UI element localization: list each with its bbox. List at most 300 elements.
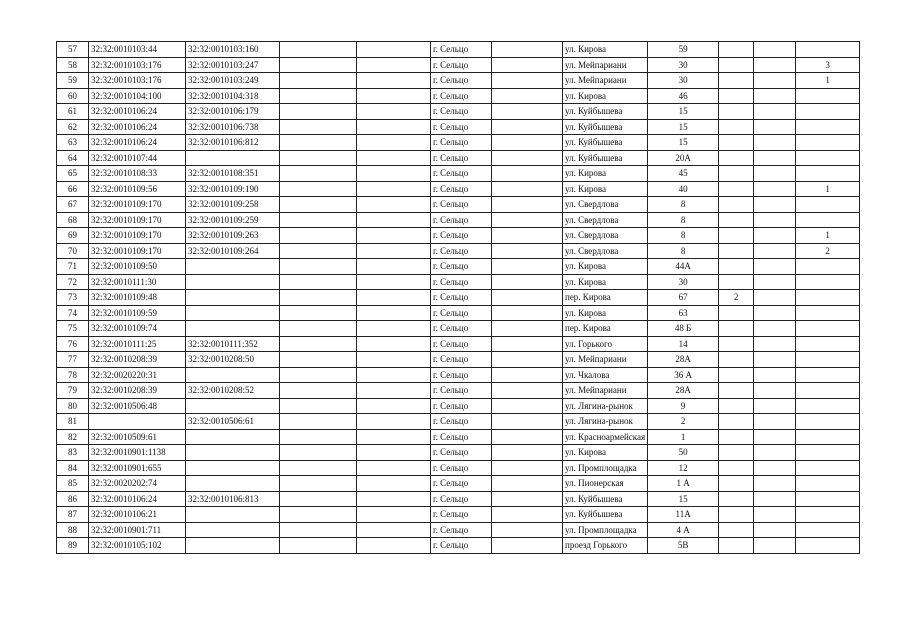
cell-row-number: 88 (57, 522, 89, 538)
cell-blank-col-11 (754, 383, 796, 399)
cell-blank-col-7 (492, 104, 563, 120)
cell-parcel-number: 32:32:0010106:24 (89, 491, 186, 507)
cell-blank-col-7 (492, 150, 563, 166)
cell-city: г. Сельцо (431, 259, 492, 275)
cell-blank-col-7 (492, 274, 563, 290)
cell-street: ул. Лягина-рынок (563, 398, 648, 414)
cell-blank-col-5 (357, 150, 431, 166)
cell-blank-col-11 (754, 274, 796, 290)
cell-building-number: 32:32:0010109:259 (186, 212, 280, 228)
cell-city: г. Сельцо (431, 57, 492, 73)
cell-blank-col-5 (357, 321, 431, 337)
cell-house-number: 12 (648, 460, 719, 476)
cell-blank-col-4 (280, 414, 357, 430)
cell-street: ул. Куйбышева (563, 491, 648, 507)
cell-blank-col-4 (280, 429, 357, 445)
cell-house-number: 1 А (648, 476, 719, 492)
cell-parcel-number: 32:32:0010106:24 (89, 104, 186, 120)
cell-extra-col (796, 212, 860, 228)
cell-city: г. Сельцо (431, 181, 492, 197)
cell-blank-col-4 (280, 228, 357, 244)
cell-city: г. Сельцо (431, 383, 492, 399)
cell-row-number: 64 (57, 150, 89, 166)
cell-blank-col-7 (492, 507, 563, 523)
cell-flat-number (719, 538, 754, 554)
cell-blank-col-4 (280, 522, 357, 538)
cell-blank-col-4 (280, 135, 357, 151)
cell-parcel-number: 32:32:0010109:48 (89, 290, 186, 306)
cell-blank-col-11 (754, 336, 796, 352)
table-row (57, 166, 860, 182)
cell-parcel-number (89, 414, 186, 430)
cell-extra-col (796, 476, 860, 492)
cell-blank-col-11 (754, 429, 796, 445)
cell-row-number: 76 (57, 336, 89, 352)
table-row (57, 119, 860, 135)
cell-blank-col-7 (492, 166, 563, 182)
cell-extra-col (796, 398, 860, 414)
cell-blank-col-5 (357, 445, 431, 461)
cell-street: ул. Куйбышева (563, 507, 648, 523)
cell-blank-col-7 (492, 259, 563, 275)
cell-extra-col (796, 383, 860, 399)
cell-parcel-number: 32:32:0010105:102 (89, 538, 186, 554)
cell-row-number: 58 (57, 57, 89, 73)
cell-flat-number (719, 398, 754, 414)
cell-building-number: 32:32:0010103:160 (186, 42, 280, 58)
cell-flat-number (719, 352, 754, 368)
cell-flat-number (719, 166, 754, 182)
cell-flat-number (719, 429, 754, 445)
cell-house-number: 9 (648, 398, 719, 414)
cell-flat-number (719, 197, 754, 213)
cell-extra-col (796, 321, 860, 337)
cell-flat-number (719, 367, 754, 383)
cell-street: ул. Промплощадка (563, 522, 648, 538)
cell-city: г. Сельцо (431, 166, 492, 182)
cell-blank-col-4 (280, 352, 357, 368)
cell-blank-col-4 (280, 73, 357, 89)
cell-building-number: 32:32:0010108:351 (186, 166, 280, 182)
cell-street: ул. Мейпариани (563, 383, 648, 399)
cell-blank-col-11 (754, 476, 796, 492)
cell-blank-col-5 (357, 352, 431, 368)
cell-blank-col-11 (754, 150, 796, 166)
cell-city: г. Сельцо (431, 522, 492, 538)
cell-blank-col-11 (754, 290, 796, 306)
cell-extra-col (796, 150, 860, 166)
table-row (57, 57, 860, 73)
cell-row-number: 83 (57, 445, 89, 461)
cell-blank-col-4 (280, 305, 357, 321)
cell-house-number: 45 (648, 166, 719, 182)
cell-street: ул. Красноармейская (563, 429, 648, 445)
cell-blank-col-5 (357, 460, 431, 476)
cell-parcel-number: 32:32:0010901:655 (89, 460, 186, 476)
cell-flat-number (719, 522, 754, 538)
table-row (57, 305, 860, 321)
cell-city: г. Сельцо (431, 507, 492, 523)
cell-blank-col-7 (492, 243, 563, 259)
cell-blank-col-7 (492, 352, 563, 368)
cell-flat-number (719, 383, 754, 399)
cell-blank-col-4 (280, 119, 357, 135)
cell-flat-number (719, 259, 754, 275)
table-row (57, 352, 860, 368)
cell-blank-col-4 (280, 460, 357, 476)
table-row (57, 398, 860, 414)
cell-street: ул. Свердлова (563, 197, 648, 213)
cell-blank-col-5 (357, 290, 431, 306)
cell-blank-col-5 (357, 367, 431, 383)
cell-blank-col-7 (492, 538, 563, 554)
cell-house-number: 28А (648, 383, 719, 399)
cell-row-number: 77 (57, 352, 89, 368)
cell-blank-col-11 (754, 445, 796, 461)
cell-building-number: 32:32:0010106:738 (186, 119, 280, 135)
cell-row-number: 80 (57, 398, 89, 414)
cell-blank-col-7 (492, 197, 563, 213)
cell-parcel-number: 32:32:0010901:1138 (89, 445, 186, 461)
table-row (57, 243, 860, 259)
cell-blank-col-11 (754, 305, 796, 321)
cell-row-number: 86 (57, 491, 89, 507)
cell-blank-col-5 (357, 274, 431, 290)
cell-blank-col-5 (357, 414, 431, 430)
cell-blank-col-11 (754, 259, 796, 275)
cell-building-number: 32:32:0010506:61 (186, 414, 280, 430)
cell-row-number: 57 (57, 42, 89, 58)
cell-street: пер. Кирова (563, 290, 648, 306)
cell-house-number: 11А (648, 507, 719, 523)
cell-blank-col-5 (357, 181, 431, 197)
cell-parcel-number: 32:32:0010509:61 (89, 429, 186, 445)
cell-building-number (186, 290, 280, 306)
cell-blank-col-11 (754, 57, 796, 73)
cell-blank-col-7 (492, 181, 563, 197)
cell-extra-col (796, 290, 860, 306)
cell-row-number: 72 (57, 274, 89, 290)
cell-blank-col-5 (357, 259, 431, 275)
cell-street: ул. Кирова (563, 181, 648, 197)
cell-blank-col-5 (357, 104, 431, 120)
cell-blank-col-11 (754, 181, 796, 197)
cell-blank-col-5 (357, 383, 431, 399)
cell-parcel-number: 32:32:0010109:170 (89, 228, 186, 244)
cell-house-number: 59 (648, 42, 719, 58)
cell-blank-col-7 (492, 445, 563, 461)
table-row (57, 135, 860, 151)
cell-flat-number (719, 476, 754, 492)
cell-building-number (186, 538, 280, 554)
cell-parcel-number: 32:32:0010208:39 (89, 383, 186, 399)
cell-row-number: 87 (57, 507, 89, 523)
table-row (57, 367, 860, 383)
table-row (57, 212, 860, 228)
table-row (57, 88, 860, 104)
cell-row-number: 79 (57, 383, 89, 399)
cell-city: г. Сельцо (431, 228, 492, 244)
cell-house-number: 40 (648, 181, 719, 197)
cell-blank-col-4 (280, 166, 357, 182)
table-row (57, 414, 860, 430)
cell-extra-col (796, 352, 860, 368)
cell-blank-col-4 (280, 42, 357, 58)
cell-blank-col-5 (357, 398, 431, 414)
cell-house-number: 50 (648, 445, 719, 461)
cell-blank-col-7 (492, 228, 563, 244)
table-row (57, 150, 860, 166)
cell-house-number: 20А (648, 150, 719, 166)
cell-blank-col-11 (754, 166, 796, 182)
cell-city: г. Сельцо (431, 197, 492, 213)
cell-blank-col-4 (280, 336, 357, 352)
cell-parcel-number: 32:32:0010103:176 (89, 73, 186, 89)
cell-building-number (186, 476, 280, 492)
cell-parcel-number: 32:32:0010506:48 (89, 398, 186, 414)
cell-extra-col (796, 42, 860, 58)
cell-parcel-number: 32:32:0010108:33 (89, 166, 186, 182)
cell-parcel-number: 32:32:0010103:176 (89, 57, 186, 73)
cell-flat-number (719, 135, 754, 151)
cell-street: ул. Куйбышева (563, 119, 648, 135)
cell-blank-col-4 (280, 383, 357, 399)
cell-city: г. Сельцо (431, 243, 492, 259)
cell-row-number: 60 (57, 88, 89, 104)
cell-street: ул. Кирова (563, 259, 648, 275)
cell-parcel-number: 32:32:0020202:74 (89, 476, 186, 492)
cell-row-number: 74 (57, 305, 89, 321)
cell-blank-col-11 (754, 228, 796, 244)
cell-blank-col-7 (492, 460, 563, 476)
cell-flat-number (719, 336, 754, 352)
cell-row-number: 59 (57, 73, 89, 89)
cell-blank-col-4 (280, 181, 357, 197)
cell-house-number: 36 А (648, 367, 719, 383)
cell-row-number: 82 (57, 429, 89, 445)
cell-city: г. Сельцо (431, 150, 492, 166)
cell-building-number (186, 274, 280, 290)
cell-house-number: 14 (648, 336, 719, 352)
cell-blank-col-7 (492, 290, 563, 306)
cell-parcel-number: 32:32:0010109:170 (89, 212, 186, 228)
table-row (57, 290, 860, 306)
cell-building-number: 32:32:0010106:813 (186, 491, 280, 507)
cell-city: г. Сельцо (431, 491, 492, 507)
cell-house-number: 5В (648, 538, 719, 554)
table-row (57, 460, 860, 476)
table-row (57, 228, 860, 244)
cell-blank-col-5 (357, 476, 431, 492)
cell-blank-col-5 (357, 57, 431, 73)
cell-flat-number (719, 228, 754, 244)
cell-flat-number (719, 445, 754, 461)
cell-row-number: 61 (57, 104, 89, 120)
table-body (57, 42, 860, 554)
cell-flat-number (719, 243, 754, 259)
cell-city: г. Сельцо (431, 119, 492, 135)
cell-street: ул. Мейпариани (563, 73, 648, 89)
cell-building-number: 32:32:0010111:352 (186, 336, 280, 352)
cell-blank-col-11 (754, 73, 796, 89)
cell-blank-col-4 (280, 491, 357, 507)
table-row (57, 522, 860, 538)
cell-parcel-number: 32:32:0020220:31 (89, 367, 186, 383)
table-row (57, 42, 860, 58)
cell-house-number: 8 (648, 228, 719, 244)
cell-flat-number (719, 104, 754, 120)
cell-building-number (186, 398, 280, 414)
cell-building-number: 32:32:0010106:812 (186, 135, 280, 151)
cell-row-number: 78 (57, 367, 89, 383)
cell-blank-col-11 (754, 212, 796, 228)
cell-blank-col-5 (357, 305, 431, 321)
cell-city: г. Сельцо (431, 305, 492, 321)
cell-blank-col-5 (357, 166, 431, 182)
cell-blank-col-4 (280, 445, 357, 461)
table-row (57, 274, 860, 290)
cell-flat-number (719, 88, 754, 104)
cell-city: г. Сельцо (431, 460, 492, 476)
cell-house-number: 46 (648, 88, 719, 104)
cell-street: ул. Куйбышева (563, 150, 648, 166)
cell-parcel-number: 32:32:0010111:30 (89, 274, 186, 290)
cell-city: г. Сельцо (431, 88, 492, 104)
cell-blank-col-7 (492, 336, 563, 352)
table-row (57, 259, 860, 275)
cell-blank-col-11 (754, 352, 796, 368)
cell-house-number: 4 А (648, 522, 719, 538)
cell-parcel-number: 32:32:0010109:50 (89, 259, 186, 275)
cell-extra-col (796, 445, 860, 461)
cell-parcel-number: 32:32:0010106:21 (89, 507, 186, 523)
cell-extra-col (796, 88, 860, 104)
cell-blank-col-11 (754, 538, 796, 554)
table-row (57, 321, 860, 337)
cell-flat-number (719, 274, 754, 290)
cell-blank-col-11 (754, 522, 796, 538)
cell-row-number: 68 (57, 212, 89, 228)
cell-blank-col-4 (280, 538, 357, 554)
cell-house-number: 48 Б (648, 321, 719, 337)
cell-street: ул. Куйбышева (563, 135, 648, 151)
cell-street: ул. Кирова (563, 445, 648, 461)
cell-blank-col-5 (357, 243, 431, 259)
table-row (57, 104, 860, 120)
cell-city: г. Сельцо (431, 336, 492, 352)
cell-extra-col (796, 522, 860, 538)
cell-house-number: 30 (648, 57, 719, 73)
cell-extra-col (796, 259, 860, 275)
cell-city: г. Сельцо (431, 212, 492, 228)
cell-building-number: 32:32:0010106:179 (186, 104, 280, 120)
cell-extra-col (796, 429, 860, 445)
cell-street: ул. Чкалова (563, 367, 648, 383)
cell-blank-col-5 (357, 135, 431, 151)
cell-building-number (186, 305, 280, 321)
cell-extra-col (796, 305, 860, 321)
cell-blank-col-4 (280, 476, 357, 492)
table-row (57, 476, 860, 492)
cell-building-number: 32:32:0010103:247 (186, 57, 280, 73)
cell-building-number (186, 445, 280, 461)
cell-street: пер. Кирова (563, 321, 648, 337)
cell-extra-col (796, 538, 860, 554)
cell-house-number: 1 (648, 429, 719, 445)
cell-street: ул. Пионерская (563, 476, 648, 492)
cell-extra-col (796, 460, 860, 476)
cell-blank-col-4 (280, 104, 357, 120)
cell-parcel-number: 32:32:0010109:59 (89, 305, 186, 321)
cell-blank-col-5 (357, 42, 431, 58)
cell-building-number: 32:32:0010109:258 (186, 197, 280, 213)
cell-parcel-number: 32:32:0010109:170 (89, 243, 186, 259)
cell-blank-col-11 (754, 119, 796, 135)
cell-row-number: 70 (57, 243, 89, 259)
cell-street: ул. Свердлова (563, 228, 648, 244)
cell-house-number: 15 (648, 491, 719, 507)
cell-parcel-number: 32:32:0010106:24 (89, 119, 186, 135)
cell-blank-col-7 (492, 429, 563, 445)
cell-blank-col-11 (754, 243, 796, 259)
cell-house-number: 67 (648, 290, 719, 306)
table-row (57, 181, 860, 197)
cell-blank-col-4 (280, 197, 357, 213)
cell-extra-col (796, 197, 860, 213)
table-row (57, 445, 860, 461)
cell-blank-col-4 (280, 212, 357, 228)
table-row (57, 383, 860, 399)
cell-house-number: 15 (648, 104, 719, 120)
cell-flat-number: 2 (719, 290, 754, 306)
cell-house-number: 44А (648, 259, 719, 275)
cell-blank-col-7 (492, 367, 563, 383)
cell-extra-col: 1 (796, 228, 860, 244)
cell-row-number: 73 (57, 290, 89, 306)
cell-parcel-number: 32:32:0010106:24 (89, 135, 186, 151)
cell-extra-col (796, 119, 860, 135)
cell-blank-col-4 (280, 259, 357, 275)
cell-blank-col-5 (357, 538, 431, 554)
cell-blank-col-7 (492, 321, 563, 337)
cell-blank-col-5 (357, 491, 431, 507)
cell-blank-col-5 (357, 507, 431, 523)
cell-extra-col (796, 166, 860, 182)
cell-blank-col-11 (754, 507, 796, 523)
cell-extra-col (796, 104, 860, 120)
cell-city: г. Сельцо (431, 476, 492, 492)
cell-extra-col (796, 507, 860, 523)
cell-house-number: 30 (648, 274, 719, 290)
table-row (57, 491, 860, 507)
cell-city: г. Сельцо (431, 135, 492, 151)
cell-blank-col-11 (754, 88, 796, 104)
cell-blank-col-7 (492, 383, 563, 399)
cell-blank-col-5 (357, 88, 431, 104)
cell-building-number: 32:32:0010109:264 (186, 243, 280, 259)
cell-parcel-number: 32:32:0010208:39 (89, 352, 186, 368)
cell-blank-col-7 (492, 476, 563, 492)
cell-blank-col-5 (357, 228, 431, 244)
cell-blank-col-11 (754, 321, 796, 337)
cell-city: г. Сельцо (431, 367, 492, 383)
cell-row-number: 69 (57, 228, 89, 244)
cell-blank-col-11 (754, 414, 796, 430)
cell-extra-col (796, 135, 860, 151)
cell-row-number: 66 (57, 181, 89, 197)
cell-city: г. Сельцо (431, 42, 492, 58)
cell-city: г. Сельцо (431, 352, 492, 368)
